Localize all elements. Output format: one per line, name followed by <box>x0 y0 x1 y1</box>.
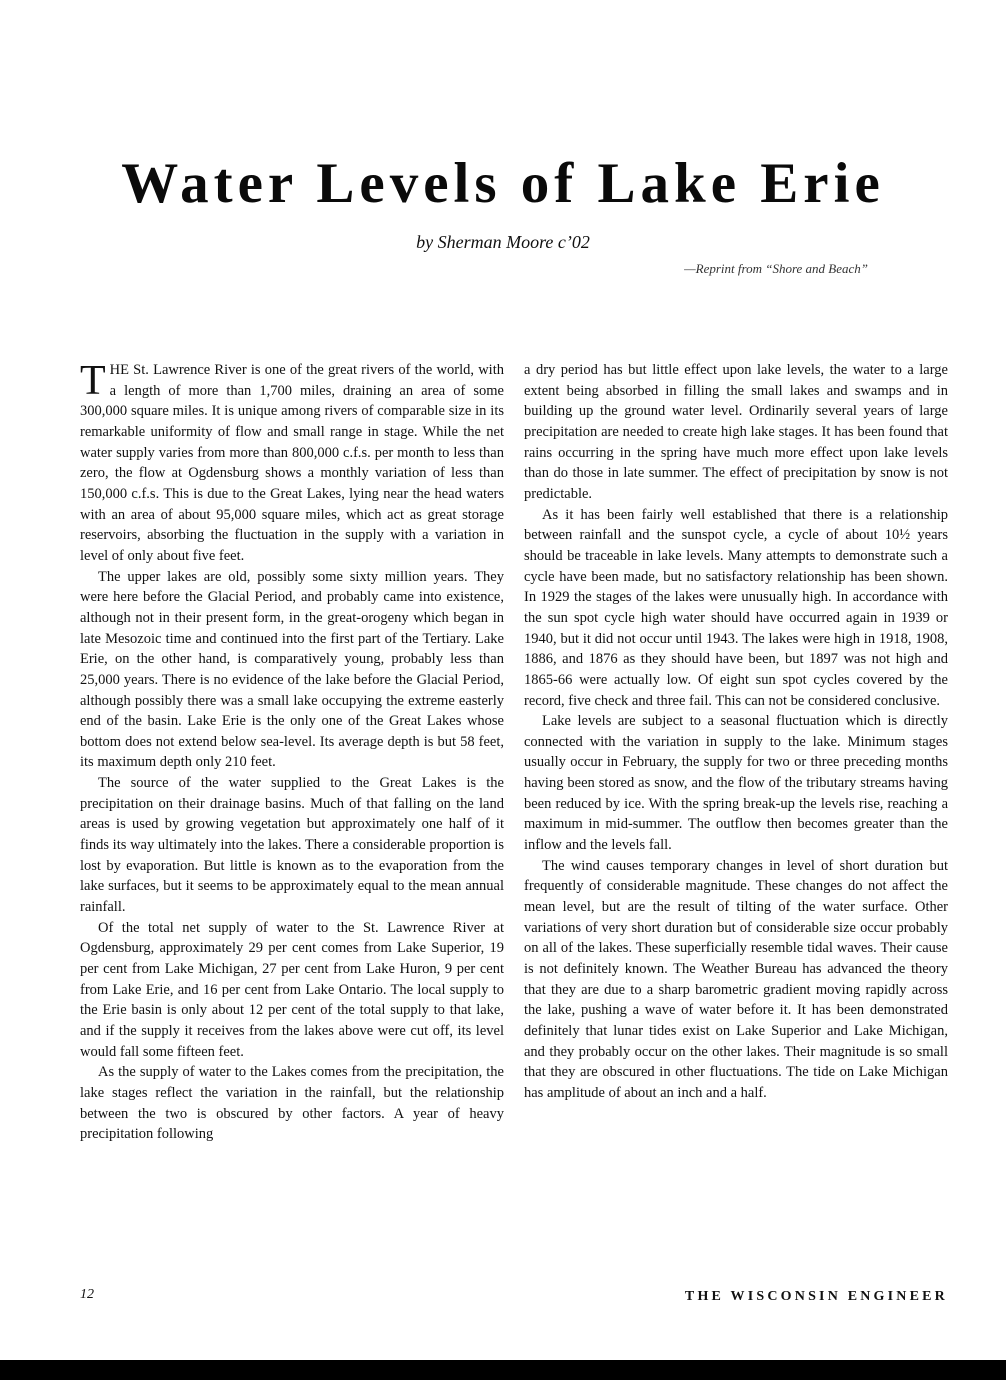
reprint-note: —Reprint from “Shore and Beach” <box>684 261 868 276</box>
paragraph-6: As it has been fairly well established that there is a relationship between rainfall and the sunspot cycle, a cycle of about 10½ years should be traceable in lake levels. Many attempts to demonstrate such a cycle have been made, but no satisfactory relationship has been shown. In 1929 the stages of the lakes were unusually high. In accordance with the sun spot cycle high water should have occurred again in 1939 or 1940, but it did not occur until 1943. The lakes were high in 1918, 1908, 1886, and 1876 as they should have been, but 1897 was not high and 1865-66 were actually low. Of eight sun spot cycles covered by the record, five check and three fail. This can not be considered conclusive. <box>524 506 948 709</box>
paragraph-1-text: HE St. Lawrence River is one of the great rivers of the world, with a length of more than 1,700 miles, draining an area of some 300,000 square miles. It is unique among rivers of comparable size in its remarkable uniformity of flow and small range in stage. While the net water supply varies from more than 800,000 c.f.s. per month to less than zero, the flow at Ogdensburg shows a monthly variation of less than 150,000 c.f.s. This is due to the Great Lakes, lying near the head waters with an area of about 95,000 square miles, which act as great storage reservoirs, absorbing the fluctuation in the supply with a variation in level of only about five feet. <box>80 362 504 564</box>
magazine-name: THE WISCONSIN ENGINEER <box>684 1289 948 1304</box>
left-column <box>80 360 504 1145</box>
paragraph-5-continued: a dry period has but little effect upon lake levels, the water to a large extent being absorbed in filling the small lakes and swamps and in building up the ground water level. Ordinarily several years of large precipitation are needed to create high lake stages. It has been found that rains occurring in the spring have much more effect upon lake levels than do those in late summer. The effect of precipitation by snow is not predictable. <box>524 362 948 502</box>
article-title: Water Levels of Lake Erie <box>121 152 885 215</box>
paragraph-8: The wind causes temporary changes in level of short duration but frequently of considerable magnitude. These changes do not affect the mean level, but are the result of tilting of the water surface. Other variations of very short duration but of considerable size occur probably on all of the lakes. These superficially resemble tidal waves. Their cause is not definitely known. The Weather Bureau has advanced the theory that they are due to a sharp barometric gradient moving rapidly across the lake, pushing a wave of water before it. It has been demonstrated definitely that lunar tides exist on Lake Superior and Lake Michigan, and they probably occur on the other lakes. Their magnitude is so small that they are obscured in other fluctuations. The tide on Lake Michigan has amplitude of about an inch and a half. <box>524 857 948 1101</box>
paragraph-3: The source of the water supplied to the Great Lakes is the precipitation on their drainage basins. Much of that falling on the land areas is used by growing vegetation but approximately one half of it finds its way ultimately into the lakes. There a considerable proportion is lost by evaporation. But little is known as to the evaporation from the lake surfaces, but it seems to be approximately equal to the mean annual rainfall. <box>80 775 504 916</box>
article-byline: by Sherman Moore c’02 <box>416 232 590 252</box>
page-number: 12 <box>80 1287 94 1302</box>
right-column <box>524 360 948 1104</box>
paragraph-4: Of the total net supply of water to the St. Lawrence River at Ogdensburg, approximately 29 per cent comes from Lake Superior, 19 per cent from Lake Michigan, 27 per cent from Lake Huron, 9 per cent from Lake Erie, and 16 per cent from Lake Ontario. The local supply to the Erie basin is only about 12 per cent of the total supply to that lake, and if the supply it receives from the lakes above were cut off, its level would fall some fifteen feet. <box>80 919 504 1060</box>
paragraph-5-start: As the supply of water to the Lakes comes from the precipitation, the lake stages reflect the variation in the rainfall, but the relationship between the two is obscured by other factors. A year of heavy precipitation following <box>80 1064 504 1143</box>
paragraph-7: Lake levels are subject to a seasonal fluctuation which is directly connected with the variation in supply to the lake. Minimum stages usually occur in February, the supply for two or three preceding months having been stored as snow, and the flow of the tributary streams having been reduced by ice. With the spring break-up the levels rise, reaching a maximum in mid-summer. The outflow then becomes greater than the inflow and the levels fall. <box>524 713 948 854</box>
paragraph-2: The upper lakes are old, possibly some sixty million years. They were here before the Glacial Period, and probably came into existence, although not in their present form, in the great-orogeny which began in late Mesozoic time and continued into the first part of the Tertiary. Lake Erie, on the other hand, is comparatively young, probably less than 25,000 years. There is no evidence of the lake before the Glacial Period, although possibly there was a small lake occupying the extreme easterly end of the basin. Lake Erie is the only one of the Great Lakes whose bottom does not extend below sea-level. Its average depth is but 58 feet, its maximum depth only 210 feet. <box>80 568 504 771</box>
drop-cap: T <box>80 358 106 404</box>
paragraph-1 <box>80 360 504 567</box>
scan-bottom-band <box>0 1360 1006 1380</box>
